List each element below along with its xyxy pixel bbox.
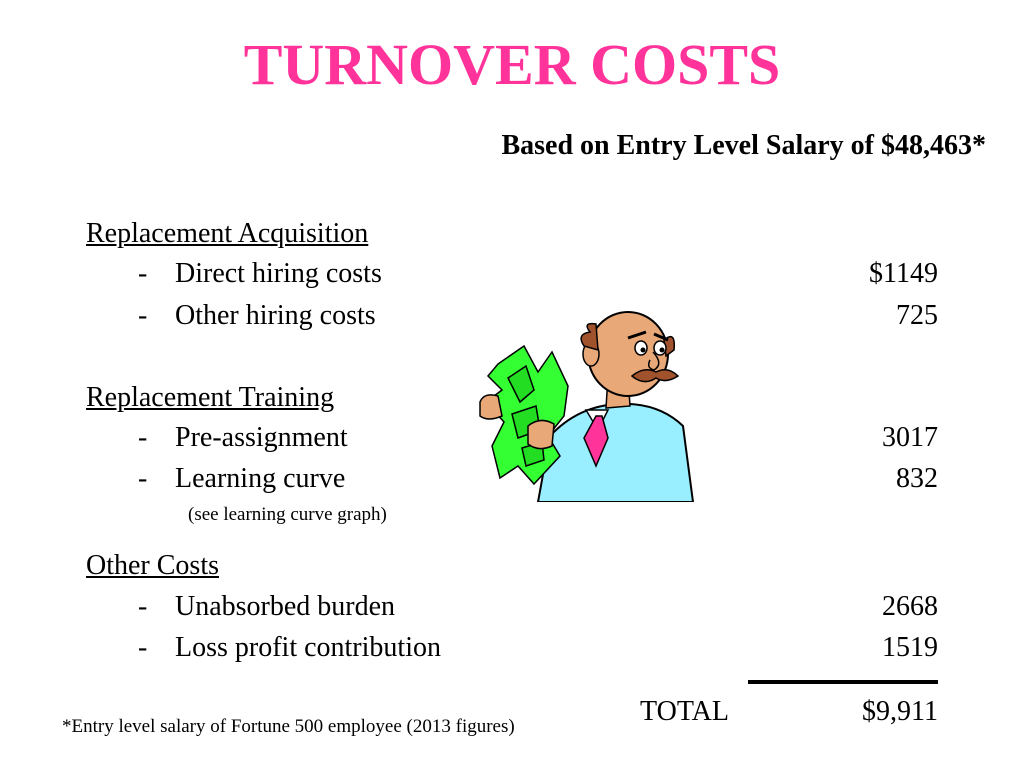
section-heading-replacement-acquisition: Replacement Acquisition	[86, 218, 369, 249]
total-label: TOTAL	[640, 696, 730, 727]
bullet-dash: -	[138, 422, 148, 453]
bullet-dash: -	[138, 258, 148, 289]
cost-item-label: Learning curve	[175, 463, 346, 494]
footnote: *Entry level salary of Fortune 500 employee (2013 figures)	[62, 716, 515, 737]
section-heading-other-costs: Other Costs	[86, 550, 219, 581]
cost-item-value: 725	[896, 300, 938, 331]
bullet-dash: -	[138, 632, 148, 663]
bullet-dash: -	[138, 300, 148, 331]
eye	[654, 341, 666, 355]
hand-left	[480, 395, 502, 419]
total-value: $9,911	[862, 696, 938, 727]
cost-item-value: 1519	[882, 632, 938, 663]
cost-item-label: Other hiring costs	[175, 300, 376, 331]
learning-curve-note: (see learning curve graph)	[188, 504, 387, 525]
hand-right	[528, 420, 554, 448]
cost-item-value: 3017	[882, 422, 938, 453]
slide-title: TURNOVER COSTS	[243, 32, 781, 97]
cost-item-value: 832	[896, 463, 938, 494]
total-rule	[748, 680, 938, 684]
bullet-dash: -	[138, 591, 148, 622]
cost-item-label: Pre-assignment	[175, 422, 348, 453]
man-holding-money-clipart	[478, 306, 708, 502]
section-heading-replacement-training: Replacement Training	[86, 382, 335, 413]
eye	[635, 341, 647, 355]
bullet-dash: -	[138, 463, 148, 494]
cost-item-value: 2668	[882, 591, 938, 622]
cost-item-label: Unabsorbed burden	[175, 591, 396, 622]
cost-item-label: Loss profit contribution	[175, 632, 441, 663]
cost-item-value: $1149	[869, 258, 938, 289]
slide-subtitle: Based on Entry Level Salary of $48,463*	[501, 130, 986, 161]
hair	[581, 324, 598, 350]
cost-item-label: Direct hiring costs	[175, 258, 382, 289]
